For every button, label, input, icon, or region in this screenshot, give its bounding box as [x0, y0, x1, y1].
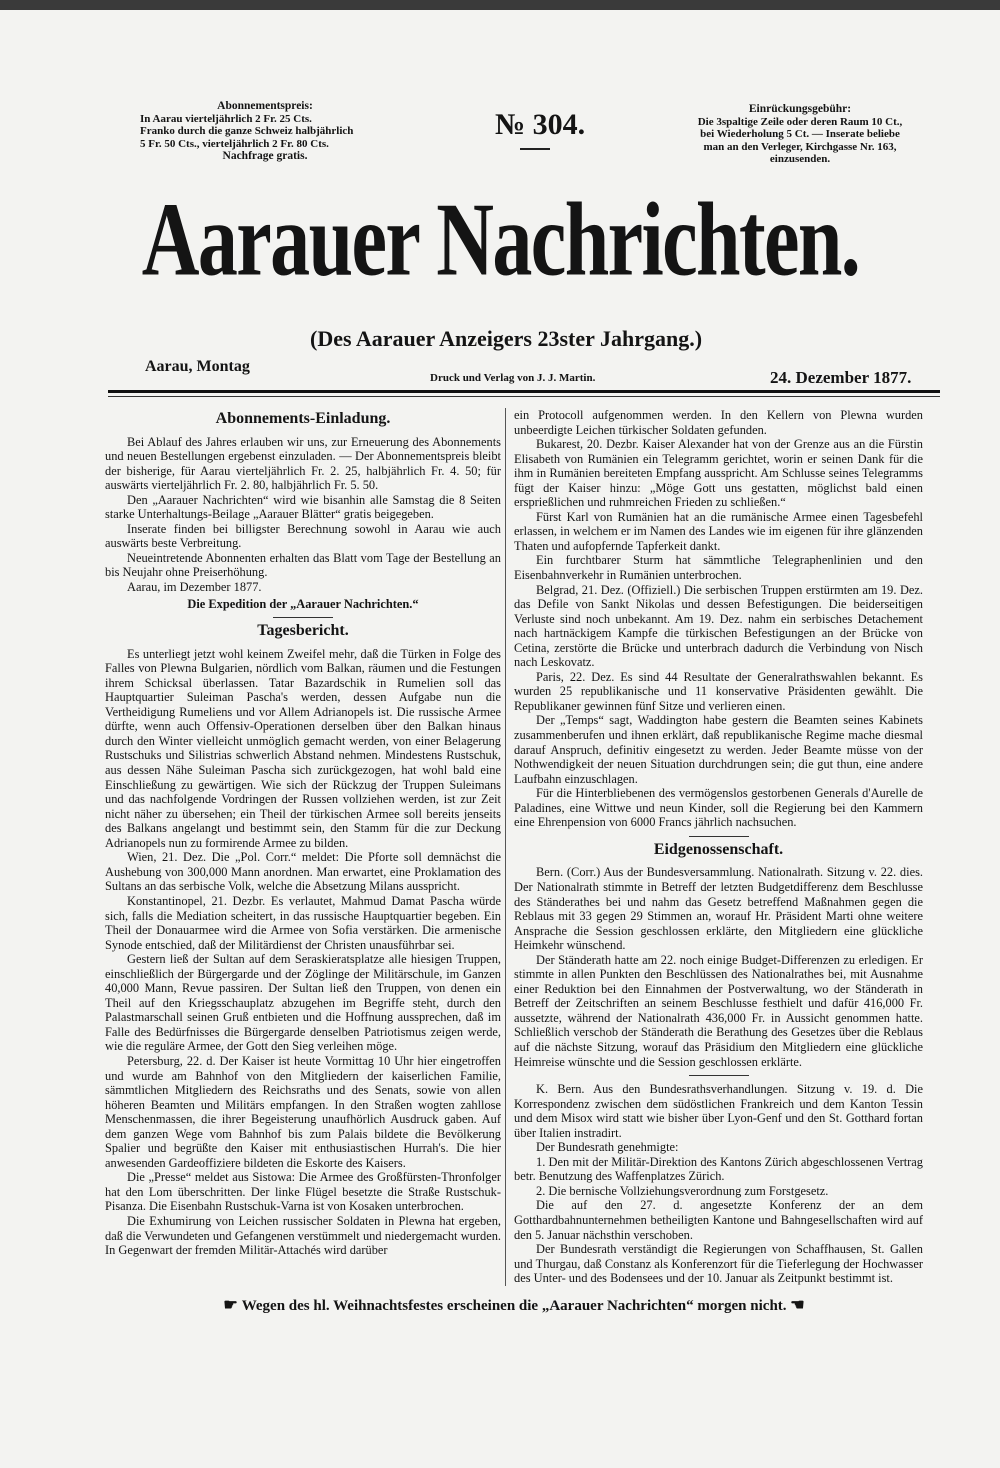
header-rule — [108, 390, 940, 393]
paragraph: Der Bundesrath verständigt die Regierungen von Schaffhausen, St. Gallen und Thurgau, daß Constanz als Konferenzort für die Tieferlegung der Hochwasser des Unter- und des Bodensees und der 10. Januar als Zeitpunkt bestimmt ist. — [514, 1242, 923, 1286]
masthead-subtitle: (Des Aarauer Anzeigers 23ster Jahrgang.) — [310, 326, 703, 351]
paragraph: Die auf den 27. d. angesetzte Konferenz der an dem Gotthardbahnunternehmen betheiligten Kantone und Bahngesellschaften wird auf den 5. Januar nächsthin verschoben. — [514, 1198, 923, 1242]
columns — [105, 408, 923, 1286]
page-body — [105, 408, 923, 1336]
issue-number: № 304. — [495, 108, 586, 141]
subscription-title: Abonnementspreis: — [217, 100, 313, 112]
paragraph: Die Exhumirung von Leichen russischer Soldaten in Plewna hat ergeben, daß die Verwundeten und Gefangenen verstümmelt und niedergemacht wurden. In Gegenwart der fremden Militär-Attachés wird darüber — [105, 1213, 501, 1258]
section-heading: Abonnements-Einladung. — [215, 410, 391, 427]
paragraph: Petersburg, 22. d. Der Kaiser ist heute Vormittag 10 Uhr hier eingetroffen und wurde am Bahnhof von den Mitgliedern der kaiserlichen Familie, sämmtlichen Mitgliedern des Reichsraths und des Senats, sowie von allen höheren Beamten und Militärs empfangen. In den Straßen wogten zahllose Menschenmassen, die ihrer Begeisterung unaufhörlich Ausdruck gaben. Auf dem ganzen Wege vom Bahnhof bis zum Palais bildete die Bevölkerung Spalier und begrüßte den Kaiser mit enthusiastischen Hurrah's. Die hier anwesenden Gardeoffiziere bildeten die Eskorte des Kaisers. — [105, 1053, 501, 1170]
masthead — [0, 180, 1000, 310]
paragraph: Der „Temps“ sagt, Waddington habe gestern die Beamten seines Kabinets zusammenberufen und ihnen erklärt, daß republikanische Regime mache diesmal darauf Anspruch, definitiv eingesetzt zu werden. Jeder Beamte müsse von der Nothwendigkeit der neuen Situation durchdrungen sein; die gut thun, eine andere Laufbahn einzuschlagen. — [514, 713, 923, 786]
subscription-box — [140, 100, 390, 163]
subscription-line: Franko durch die ganze Schweiz halbjährlich — [140, 125, 354, 137]
paragraph: Für die Hinterbliebenen des vermögenslos gestorbenen Generals d'Aurelle de Paladines, eine Wittwe und neun Kinder, soll die Regierung bei den Kammern eine Ehrenpension von 6000 Francs jährlich nachsuchen. — [514, 786, 923, 830]
issue-date: 24. Dezember 1877. — [770, 368, 912, 387]
paragraph: Ein furchtbarer Sturm hat sämmtliche Telegraphenlinien und den Eisenbahnverkehr in Rumänien unterbrochen. — [514, 553, 923, 583]
paragraph: Bern. (Corr.) Aus der Bundesversammlung. Nationalrath. Sitzung v. 22. dies. Der Nationalrath stimmte in Betreff der letzten Budgetdifferenz dem Beschlusse des Ständerathes bei und nahm das Gesetz betreffend Maßnahmen gegen die Reblaus mit 33 gegen 29 Stimmen an, worauf Hr. Präsident Marti ohne weitere Ansprache die Session geschlossen erklärte, den Mitgliedern eine glückliche Heimkehr wünschend. — [514, 865, 923, 953]
ornament-divider — [520, 148, 550, 150]
header-rule-thin — [108, 396, 940, 397]
paragraph: Bei Ablauf des Jahres erlauben wir uns, zur Erneuerung des Abonnements und neuen Bestellungen ergebenst einzuladen. — Der Abonnementspreis bleibt der bisherige, für Aarau vierteljährlich Fr. 2. 25, halbjährlich Fr. 4. 50; für auswärts vierteljährlich Fr. 2. 80, halbjährlich Fr. 5. 50. — [105, 434, 501, 493]
subscription-line: Nachfrage gratis. — [222, 150, 308, 162]
place-day: Aarau, Montag — [145, 358, 250, 375]
printer-line: Druck und Verlag von J. J. Martin. — [430, 372, 596, 384]
paragraph: Neueintretende Abonnenten erhalten das Blatt vom Tage der Bestellung an bis Neujahr ohne Preiserhöhung. — [105, 550, 501, 580]
right-column — [505, 408, 923, 1286]
divider — [273, 617, 333, 618]
subscription-line: In Aarau vierteljährlich 2 Fr. 25 Cts. — [140, 112, 312, 125]
insertion-line: bei Wiederholung 5 Ct. — Inserate beliebe — [700, 128, 900, 140]
section-heading: Eidgenossenschaft. — [653, 840, 784, 858]
paragraph: Belgrad, 21. Dez. (Offiziell.) Die serbischen Truppen erstürmten am 19. Dez. das Defile von Sankt Nikolas und dessen Befestigungen. Die beiderseitigen Verluste sind noch unbekannt. Am 19. Dez. nahm ein serbisches Detachement nach hartnäckigem Kampfe die türkischen Befestigungen an der Brücke von Cetina, zerstörte die Brücke und unterbrach dadurch die Verbindung von Nisch nach Leskovatz. — [514, 582, 923, 670]
signature: Die Expedition der „Aarauer Nachrichten.“ — [187, 596, 419, 611]
divider — [689, 836, 749, 837]
paragraph: 1. Den mit der Militär-Direktion des Kantons Zürich abgeschlossenen Vertrag betr. Benutzung des Waffenplatzes Zürich. — [514, 1154, 923, 1184]
insertion-fee-box — [670, 103, 930, 166]
paragraph: Paris, 22. Dez. Es sind 44 Resultate der Generalrathswahlen bekannt. Es wurden 25 republikanische und 11 konservative Präsidenten gewählt. Die Republikaner gewinnen fünf Sitze und verlieren einen. — [514, 669, 923, 713]
paragraph: Gestern ließ der Sultan auf dem Seraskieratsplatze alle hiesigen Truppen, einschließlich der Bürgergarde und der Zöglinge der Militärschule, im Ganzen 40,000 Mann, Revue passiren. Der Sultan ließ den Truppen, von denen ein Theil auf den Kriegsschauplatz abzugehen im Begriffe steht, durch den Palastmarschall seinen Gruß entbieten und die Hoffnung aussprechen, daß im Falle des Bedürfnisses die Bürgergarde denselben Patriotismus zeigen werde, wie die reguläre Armee, der Gott den Sieg verleihen möge. — [105, 952, 501, 1054]
subscription-line: 5 Fr. 50 Cts., vierteljährlich 2 Fr. 80 Cts. — [140, 137, 329, 150]
insertion-line: man an den Verleger, Kirchgasse Nr. 163, — [703, 140, 897, 153]
pointing-hand-icon: ☚ — [790, 1296, 805, 1314]
notice-text: Wegen des hl. Weihnachtsfestes erscheinen die „Aarauer Nachrichten“ morgen nicht. — [241, 1297, 787, 1314]
left-column — [105, 408, 505, 1258]
holiday-notice — [124, 1296, 904, 1316]
scan-border — [0, 0, 1000, 10]
paragraph: Den „Aarauer Nachrichten“ wird wie bisanhin alle Samstag die 8 Seiten starke Unterhaltungs-Beilage „Aarauer Blätter“ gratis beigegeben. — [105, 492, 501, 522]
insertion-line: einzusenden. — [769, 153, 831, 165]
paragraph: Bukarest, 20. Dezbr. Kaiser Alexander hat von der Grenze aus an die Fürstin Elisabeth von Rumänien ein Telegramm gerichtet, worin er seinen Dank für die ihm in Rumänien bereiteten Empfang ausspricht. Am Schlusse seines Telegramms fügt der Kaiser hinzu: „Möge Gott uns gestatten, möglichst bald einen ersprießlichen und ruhmreichen Frieden zu schließen.“ — [514, 437, 923, 510]
insertion-line: Die 3spaltige Zeile oder deren Raum 10 Ct., — [697, 115, 903, 128]
masthead-title: Aarauer Nachrichten. — [141, 181, 859, 298]
paragraph: Fürst Karl von Rumänien hat an die rumänische Armee einen Tagesbefehl erlassen, in welchem er im Namen des Landes wie im eigenen für ihre glänzenden Thaten und aufopfernde Tapferkeit dankt. — [514, 509, 923, 553]
paragraph: Konstantinopel, 21. Dezbr. Es verlautet, Mahmud Damat Pascha würde sich, falls die Mediation scheitert, in das russische Hauptquartier begeben. Ein Theil der Donauarmee wird die Armee von Sofia verstärken. Die armenische Synode entschied, daß der Militärdienst der Christen unausführbar sei. — [105, 893, 501, 952]
paragraph: Inserate finden bei billigster Berechnung sowohl in Aarau wie auch auswärts beste Verbreitung. — [105, 521, 501, 551]
paragraph: Aarau, im Dezember 1877. — [127, 580, 262, 595]
paragraph: Die „Presse“ meldet aus Sistowa: Die Armee des Großfürsten-Thronfolger hat den Lom überschritten. Der linke Flügel besetzte die Straße Rustschuk-Pisanza. Die Eisenbahn Rustschuk-Varna ist von Kosaken unterbrochen. — [105, 1170, 501, 1214]
section-heading: Tagesbericht. — [257, 622, 349, 640]
paragraph: Der Ständerath hatte am 22. noch einige Budget-Differenzen zu erledigen. Er stimmte in allen Punkten den Beschlüssen des Nationalrathes bei, mit Ausnahme einer Reduktion bei den Einnahmen der Postverwaltung, wo der Ständerath in Betreff der Zeitschriften an seinem Beschlusse festhielt und dafür 416,000 Fr. aussetzte, während der Nationalrath 436,000 Fr. in Aussicht genommen hatte. Schließlich verschob der Ständerath die Berathung des Gesetzes über die Reblaus auf die nächste Sitzung, worauf das Präsidium den Mitgliedern eine glückliche Heimreise wünschte und die Session geschlossen erklärte. — [514, 952, 923, 1069]
pointing-hand-icon: ☛ — [223, 1296, 242, 1314]
paragraph: Der Bundesrath genehmigte: — [536, 1140, 679, 1155]
paragraph: K. Bern. Aus den Bundesrathsverhandlungen. Sitzung v. 19. d. Die Korrespondenz zwischen dem südöstlichen Frankreich und dem Kanton Tessin und dem Misox wird statt wie bisher über Lyon-Genf und den St. Gotthard fortan über Italien instradirt. — [514, 1082, 923, 1140]
paragraph: Es unterliegt jetzt wohl keinem Zweifel mehr, daß die Türken in Folge des Falles von Plewna Bulgarien, nördlich vom Balkan, räumen und die Festungen ihrem Schicksal überlassen. Tatar Bazardschik in Rumelien soll das Hauptquartier Suleiman Pascha's werden, dessen Aufgabe nun die Vertheidigung Rumeliens und vor Allem Adrianopels ist. Die russische Armee dürfte, wenn auch Offensiv-Operationen derselben über den Balkan hinaus durch den Winter vielleicht unmöglich gemacht werden, von einer Belagerung Rustschuks und Silistrias schwerlich Abstand nehmen. Mindestens Rustschuk, aus dessen Nähe Suleiman Pascha sich zurückgezogen, hat wohl bald eine Einschließung zu gewärtigen. Wie sich der Rückzug der Truppen Suleimans und das nachfolgende Vordringen der Russen vollziehen werden, ist zur Zeit nicht näher zu übersehen; ein Theil der türkischen Armee soll bereits jenseits des Balkans angelangt und bestimmt sein, den Stamm für die zur Deckung Adrianopels nun zu formirende Armee zu bilden. — [105, 646, 501, 850]
paragraph: Wien, 21. Dez. Die „Pol. Corr.“ meldet: Die Pforte soll demnächst die Aushebung von 300,000 Mann anordnen. Man erwartet, eine Proklamation des Sultans an das serbische Volk, welche die Absetzung Milans ausspricht. — [105, 850, 501, 894]
paragraph: 2. Die bernische Vollziehungsverordnung zum Forstgesetz. — [536, 1183, 829, 1198]
insertion-title: Einrückungsgebühr: — [748, 103, 852, 115]
paragraph: ein Protocoll aufgenommen werden. In den Kellern von Plewna wurden unbeerdigte Leichen türkischer Soldaten gefunden. — [514, 408, 923, 437]
divider — [689, 1075, 749, 1076]
